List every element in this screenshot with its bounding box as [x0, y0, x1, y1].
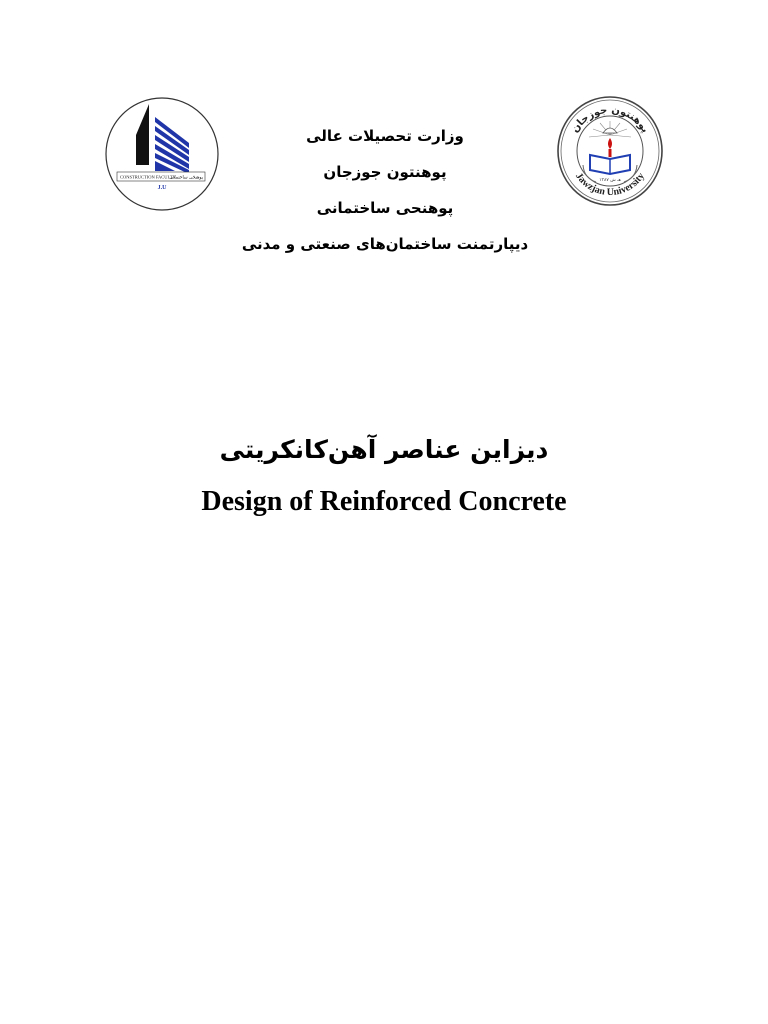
logo-left-text-en: CONSTRUCTION FACULTY	[120, 174, 176, 180]
header-block	[220, 118, 550, 262]
seal-text-en: Jawzjan University	[573, 170, 647, 199]
logo-left-text-fa: پوهنځی ساختمانی	[169, 175, 203, 181]
header-department: دیپارتمنت ساختمان‌های صنعتی و مدنی	[241, 235, 529, 253]
header-faculty: پوهنحی ساختمانی	[316, 199, 454, 217]
seal-text-fa: پوهنتون جوزجان	[569, 104, 651, 135]
header-university: پوهنتون جوزجان	[323, 163, 447, 181]
seal-year: ۱۳۸۷ هـ ش	[599, 178, 621, 183]
title-english: Design of Reinforced Concrete	[201, 486, 567, 517]
logo-left-abbr: J.U	[157, 185, 167, 191]
jawzjan-university-seal-icon	[556, 95, 664, 207]
title-persian: دیزاین عناصر آهن‌کانکریتی	[219, 435, 549, 464]
construction-faculty-logo-icon	[103, 97, 221, 211]
header-ministry: وزارت تحصیلات عالی	[306, 127, 464, 145]
